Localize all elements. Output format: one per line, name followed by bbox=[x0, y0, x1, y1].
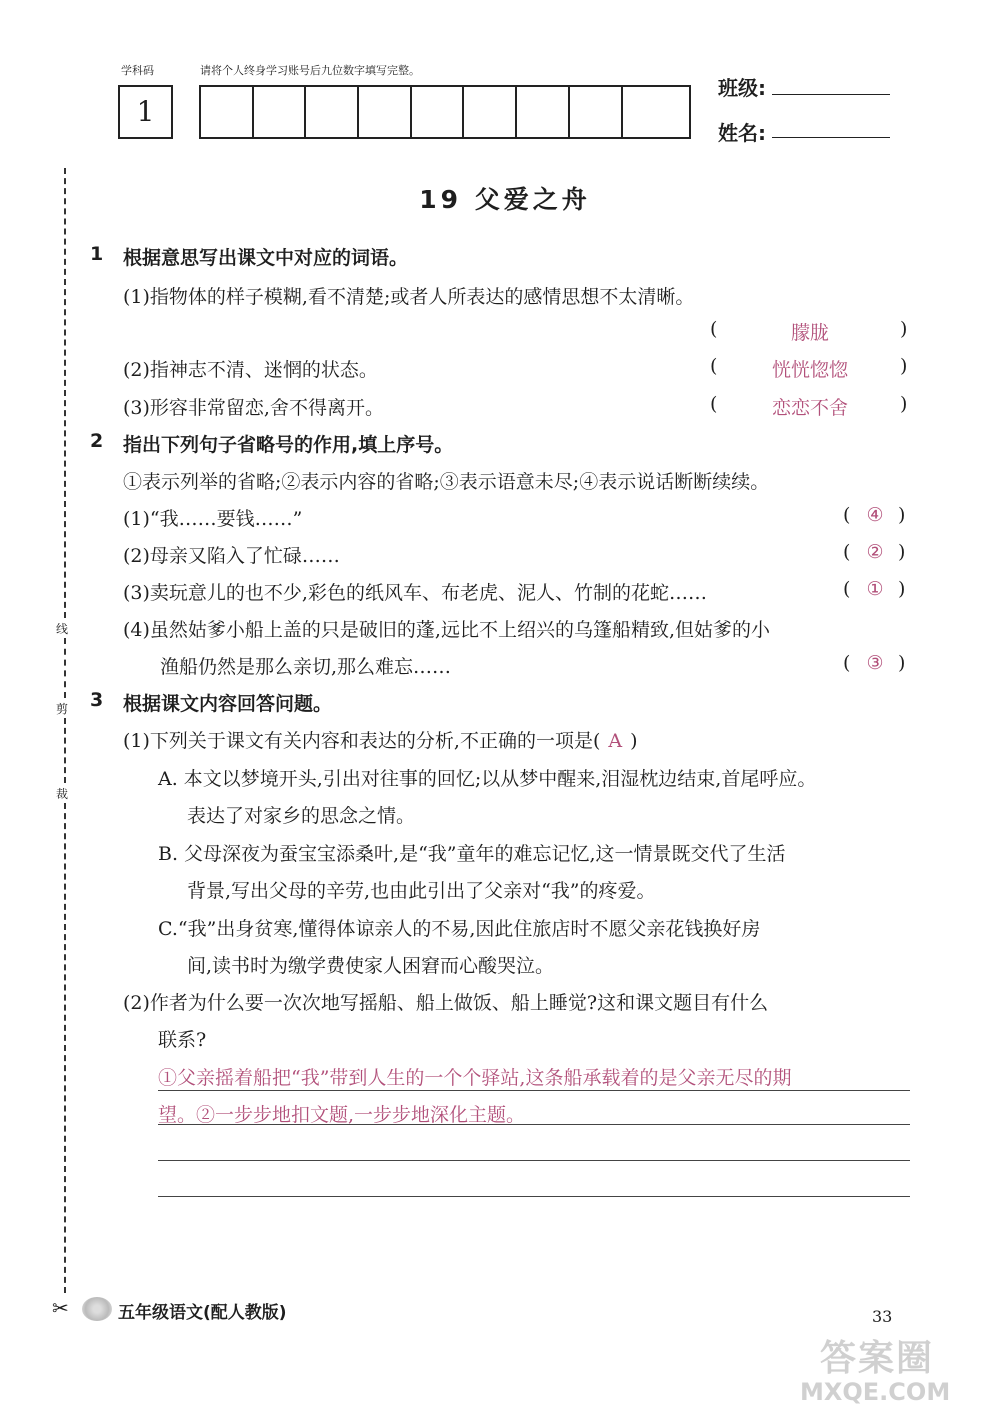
digit-cell[interactable] bbox=[201, 87, 254, 137]
question-number: 2 bbox=[90, 430, 104, 452]
q2-item-2: (2)母亲又陷入了忙碌…… bbox=[123, 545, 340, 567]
option-a-cont: 表达了对家乡的思念之情。 bbox=[187, 805, 416, 827]
cut-line bbox=[64, 718, 66, 783]
paren-close: ) bbox=[630, 730, 638, 752]
answer-line-1[interactable]: ①父亲摇着船把“我”带到人生的一个个驿站,这条船承载着的是父亲无尽的期 bbox=[158, 1067, 792, 1089]
digit-cell[interactable] bbox=[570, 87, 623, 137]
question-stem: 根据课文内容回答问题。 bbox=[123, 693, 333, 715]
option-b-cont: 背景,写出父母的辛劳,也由此引出了父亲对“我”的疼爱。 bbox=[187, 880, 656, 902]
q3-sub2-cont: 联系? bbox=[158, 1029, 207, 1051]
paren-close: ) bbox=[900, 355, 908, 377]
digit-cell[interactable] bbox=[464, 87, 517, 137]
digit-cell[interactable] bbox=[359, 87, 412, 137]
paren-close: ) bbox=[898, 541, 906, 563]
answer-text[interactable]: ② bbox=[866, 541, 884, 563]
scissors-icon: ✂ bbox=[52, 1296, 69, 1320]
paren-open: ( bbox=[843, 504, 851, 526]
digit-cell[interactable] bbox=[412, 87, 465, 137]
subject-code-label: 学科码 bbox=[121, 64, 154, 77]
q2-item-4-cont: 渔船仍然是那么亲切,那么难忘…… bbox=[160, 656, 452, 678]
answer-text[interactable]: ③ bbox=[866, 652, 884, 674]
q1-item-2: (2)指神志不清、迷惘的状态。 bbox=[123, 359, 378, 381]
question-number: 1 bbox=[90, 243, 104, 265]
class-field[interactable] bbox=[772, 94, 890, 95]
digit-cell[interactable] bbox=[254, 87, 307, 137]
account-instruction: 请将个人终身学习账号后九位数字填写完整。 bbox=[200, 64, 420, 77]
paren-open: ( bbox=[710, 393, 718, 415]
paren-open: ( bbox=[843, 578, 851, 600]
answer-rule bbox=[158, 1124, 910, 1125]
paren-open: ( bbox=[843, 652, 851, 674]
answer-rule bbox=[158, 1090, 910, 1091]
paren-open: ( bbox=[710, 355, 718, 377]
q1-item-1: (1)指物体的样子模糊,看不清楚;或者人所表达的感情思想不太清晰。 bbox=[123, 286, 695, 308]
paren-open: ( bbox=[843, 541, 851, 563]
page-number: 33 bbox=[872, 1307, 893, 1326]
q1-item-3: (3)形容非常留恋,舍不得离开。 bbox=[123, 397, 384, 419]
cut-line bbox=[64, 168, 66, 618]
watermark-logo: 答案圈 bbox=[820, 1338, 935, 1379]
digit-cell[interactable] bbox=[517, 87, 570, 137]
digit-cell[interactable] bbox=[623, 87, 676, 137]
q2-item-4: (4)虽然姑爹小船上盖的只是破旧的蓬,远比不上绍兴的乌篷船精致,但姑爹的小 bbox=[123, 619, 770, 641]
cut-line bbox=[64, 803, 66, 1293]
q2-item-1: (1)“我……要钱……” bbox=[123, 508, 303, 530]
paren-close: ) bbox=[898, 578, 906, 600]
book-title: 五年级语文(配人教版) bbox=[118, 1303, 287, 1323]
q2-item-3: (3)卖玩意儿的也不少,彩色的纸风车、布老虎、泥人、竹制的花蛇…… bbox=[123, 582, 707, 604]
name-label: 姓名: bbox=[718, 121, 766, 145]
paren-close: ) bbox=[900, 393, 908, 415]
margin-jian: 剪 bbox=[56, 702, 69, 716]
answer-line-2[interactable]: 望。②一步步地扣文题,一步步地深化主题。 bbox=[158, 1104, 526, 1126]
paren-close: ) bbox=[898, 504, 906, 526]
margin-xian: 线 bbox=[56, 622, 69, 636]
account-digits-grid[interactable] bbox=[199, 85, 691, 139]
option-a: A. 本文以梦境开头,引出对往事的回忆;以从梦中醒来,泪湿枕边结束,首尾呼应。 bbox=[158, 768, 817, 790]
answer-text[interactable]: 朦胧 bbox=[790, 322, 829, 344]
paren-close: ) bbox=[898, 652, 906, 674]
name-field[interactable] bbox=[772, 137, 890, 138]
paren-close: ) bbox=[900, 318, 908, 340]
page-title: 19 父爱之舟 bbox=[419, 185, 591, 214]
answer-text[interactable]: ① bbox=[866, 578, 884, 600]
q3-sub2: (2)作者为什么要一次次地写摇船、船上做饭、船上睡觉?这和课文题目有什么 bbox=[123, 992, 769, 1014]
margin-cai: 裁 bbox=[56, 787, 69, 801]
answer-text[interactable]: 恋恋不舍 bbox=[771, 397, 848, 419]
q2-options: ①表示列举的省略;②表示内容的省略;③表示语意未尽;④表示说话断断续续。 bbox=[123, 471, 770, 493]
question-stem: 指出下列句子省略号的作用,填上序号。 bbox=[123, 434, 454, 456]
footer-logo-icon bbox=[82, 1297, 112, 1321]
cut-line bbox=[64, 638, 66, 698]
answer-text[interactable]: 恍恍惚惚 bbox=[771, 359, 848, 381]
digit-cell[interactable] bbox=[306, 87, 359, 137]
q3-sub1 bbox=[123, 726, 638, 753]
answer-text[interactable]: ④ bbox=[866, 504, 884, 526]
class-label: 班级: bbox=[718, 76, 766, 100]
answer-rule bbox=[158, 1160, 910, 1161]
q3-sub1-text: (1)下列关于课文有关内容和表达的分析,不正确的一项是( bbox=[123, 730, 601, 752]
answer-text[interactable]: A bbox=[608, 730, 623, 752]
option-b: B. 父母深夜为蚕宝宝添桑叶,是“我”童年的难忘记忆,这一情景既交代了生活 bbox=[158, 843, 786, 865]
question-stem: 根据意思写出课文中对应的词语。 bbox=[123, 247, 409, 269]
option-c: C.“我”出身贫寒,懂得体谅亲人的不易,因此住旅店时不愿父亲花钱换好房 bbox=[158, 918, 761, 940]
question-number: 3 bbox=[90, 689, 104, 711]
watermark-url: MXQE.COM bbox=[800, 1378, 951, 1406]
paren-open: ( bbox=[710, 318, 718, 340]
option-c-cont: 间,读书时为缴学费使家人困窘而心酸哭泣。 bbox=[187, 955, 555, 977]
subject-code-box[interactable]: 1 bbox=[118, 85, 173, 139]
answer-rule bbox=[158, 1196, 910, 1197]
